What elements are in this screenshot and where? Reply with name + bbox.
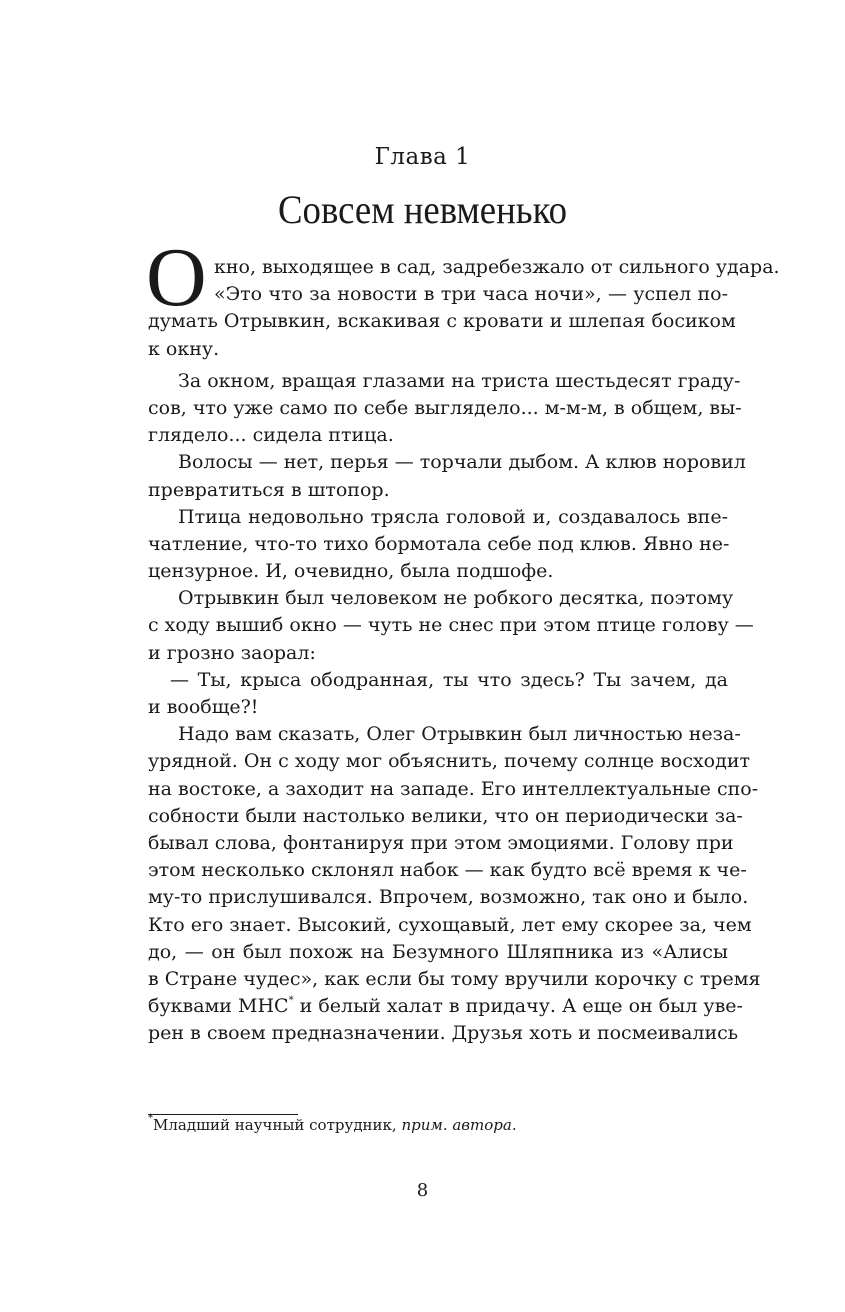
page-number: 8 (416, 1180, 429, 1201)
drop-cap: О (146, 231, 207, 324)
text-line: в Стране чудес», как если бы тому вручили корочку с тремя (148, 967, 761, 990)
text-line: чатление, что-то тихо бормотала себе под клюв. Явно не- (148, 532, 730, 555)
text-line: урядной. Он с ходу мог объяснить, почему солнце восходит (148, 750, 750, 773)
footnote (148, 1113, 517, 1134)
text-line: с ходу вышиб окно — чуть не снес при этом птице голову — (148, 614, 754, 637)
text-segment: и белый халат в придачу. А еще он был уве- (299, 995, 743, 1018)
text-line: к окну. (148, 337, 220, 360)
footnote-text: Младший научный сотрудник, (153, 1116, 402, 1134)
text-line: и вообще?! (148, 696, 259, 718)
text-line: За окном, вращая глазами на триста шестьдесят граду- (178, 369, 741, 392)
text-line: превратиться в штопор. (148, 478, 390, 501)
text-line: до, — он был похож на Безумного Шляпника из «Алисы (148, 940, 728, 963)
text-line: Птица недовольно трясла головой и, создавалось впе- (178, 505, 728, 528)
chapter-label: Глава 1 (374, 144, 471, 170)
body-text (148, 254, 780, 1047)
text-line: цензурное. И, очевидно, была подшофе. (148, 560, 554, 583)
text-line: Волосы — нет, перья — торчали дыбом. А клюв норовил (178, 451, 746, 474)
footnote-ref[interactable]: * (288, 995, 294, 1007)
chapter-title: Совсем невменько (278, 187, 567, 232)
text-line: собности были настолько велики, что он периодически за- (148, 804, 743, 827)
text-line: — Ты, крыса ободранная, ты что здесь? Ты зачем, да (170, 668, 728, 691)
text-line: думать Отрывкин, вскакивая с кровати и шлепая босиком (148, 310, 736, 333)
text-line: Кто его знает. Высокий, сухощавый, лет ему скорее за, чем (148, 913, 752, 936)
footnote-marker: * (148, 1113, 153, 1124)
text-line: бывал слова, фонтанируя при этом эмоциями. Голову при (148, 831, 734, 854)
text-segment: буквами МНС (148, 995, 289, 1018)
text-line: на востоке, а заходит на западе. Его интеллектуальные спо- (148, 777, 759, 800)
text-line: Надо вам сказать, Олег Отрывкин был личностью неза- (178, 723, 741, 746)
text-line: глядело... сидела птица. (148, 424, 394, 447)
footnote-italic: прим. автора. (401, 1116, 517, 1134)
text-line (148, 993, 743, 1020)
text-line: этом несколько склонял набок — как будто всё время к че- (148, 859, 747, 882)
text-line: кно, выходящее в сад, задребезжало от сильного удара. (214, 256, 780, 278)
text-line: и грозно заорал: (148, 641, 316, 664)
footnote-divider (148, 1114, 298, 1115)
text-line: «Это что за новости в три часа ночи», — успел по- (214, 283, 728, 306)
text-line: рен в своем предназначении. Друзья хоть и посмеивались (148, 1022, 739, 1045)
text-line: Отрывкин был человеком не робкого десятка, поэтому (178, 587, 734, 610)
text-line: му-то прислушивался. Впрочем, возможно, так оно и было. (148, 886, 749, 909)
text-line: сов, что уже само по себе выглядело... м-м-м, в общем, вы- (148, 396, 742, 419)
